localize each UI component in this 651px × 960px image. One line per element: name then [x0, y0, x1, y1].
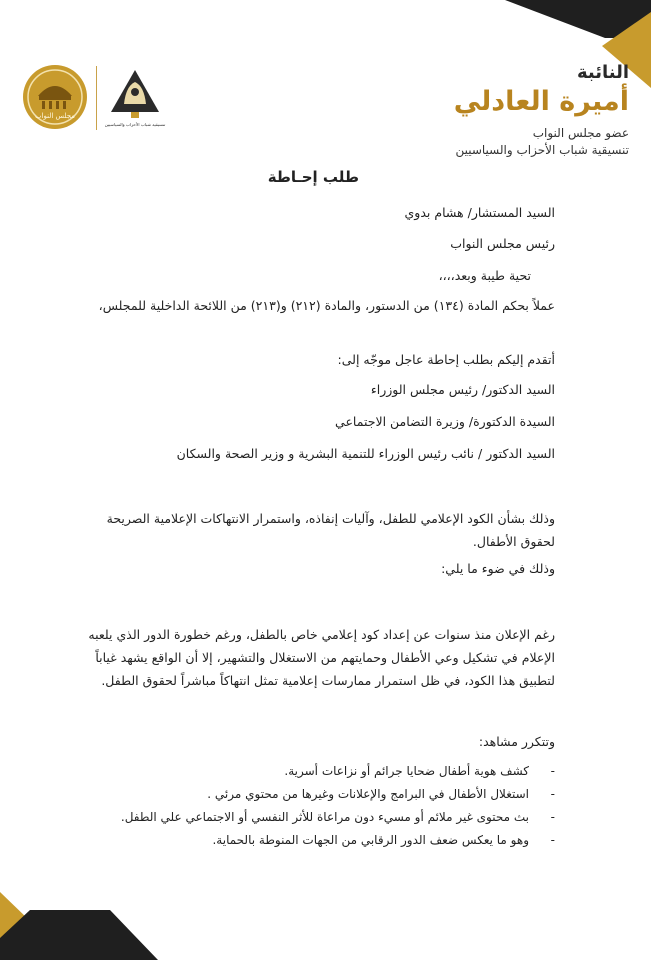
list-item: [75, 760, 555, 783]
list-item: [75, 806, 555, 829]
subject-paragraph: وذلك بشأن الكود الإعلامي للطفل، وآليات إنفاذه، واستمرار الانتهاكات الإعلامية الصريحة لحقوق الأطفال.: [106, 511, 555, 549]
addressee-title: رئيس مجلس النواب: [450, 236, 555, 251]
mp-role-line-2: تنسيقية شباب الأحزاب والسياسيين: [455, 143, 629, 157]
greeting: تحية طيبة وبعد،،،،: [438, 268, 531, 283]
recipient-3: السيد الدكتور / نائب رئيس الوزراء للتنمية البشرية و وزير الصحة والسكان: [176, 446, 555, 461]
addressee-name: السيد المستشار/ هشام بدوي: [404, 205, 555, 220]
recipient-2: السيدة الدكتورة/ وزيرة التضامن الاجتماعي: [335, 414, 555, 429]
bullet-dash: -: [550, 764, 555, 778]
coordination-logo: [104, 66, 166, 130]
in-light-of: وذلك في ضوء ما يلي:: [441, 561, 555, 576]
bullet-dash: -: [550, 833, 555, 847]
coordination-logo-text: تنسيقية شباب الأحزاب والسياسيين: [104, 122, 166, 127]
logo-divider: [96, 66, 97, 130]
scenes-intro: وتتكرر مشاهد:: [478, 734, 555, 749]
scene-text: استغلال الأطفال في البرامج والإعلانات وغيرها من محتوي مرئي .: [207, 787, 529, 801]
mp-role-line-1: عضو مجلس النواب: [532, 126, 629, 140]
scene-text: كشف هوية أطفال ضحايا جرائم أو نزاعات أسرية.: [284, 764, 529, 778]
bullet-dash: -: [550, 810, 555, 824]
parliament-logo-text: مجلس النواب: [34, 112, 76, 120]
scene-text: وهو ما يعكس ضعف الدور الرقابي من الجهات المنوطة بالحماية.: [212, 833, 529, 847]
bottom-dark-stripe: [0, 910, 158, 960]
request-line: أتقدم إليكم بطلب إحاطة عاجل موجّه إلى:: [337, 352, 555, 367]
mp-title-label: النائبة: [576, 62, 629, 83]
bullet-dash: -: [550, 787, 555, 801]
legal-basis: عملاً بحكم المادة (١٣٤) من الدستور، والمادة (٢١٢) و(٢١٣) من اللائحة الداخلية للمجلس،: [98, 298, 555, 313]
recipient-1: السيد الدكتور/ رئيس مجلس الوزراء: [370, 382, 555, 397]
list-item: [75, 829, 555, 852]
scenes-list: [75, 760, 555, 852]
document-title: طلب إحـاطة: [267, 168, 359, 186]
body-paragraph: رغم الإعلان منذ سنوات عن إعداد كود إعلامي خاص بالطفل، ورغم خطورة الدور الذي يلعبه الإعلام في تشكيل وعي الأطفال وحمايتهم من الاستغلال والتشهير، إلا أن الواقع يشهد غياباً لتطبيق هذا الكود، في ظل استمرار ممارسات إعلامية تمثل انتهاكاً مباشراً لحقوق الطفل.: [88, 627, 555, 688]
mp-name: أميرة العادلي: [453, 86, 629, 117]
list-item: [75, 783, 555, 806]
scene-text: بث محتوى غير ملائم أو مسيء دون مراعاة للأثر النفسي أو الاجتماعي علي الطفل.: [120, 810, 529, 824]
parliament-logo: [22, 64, 88, 130]
